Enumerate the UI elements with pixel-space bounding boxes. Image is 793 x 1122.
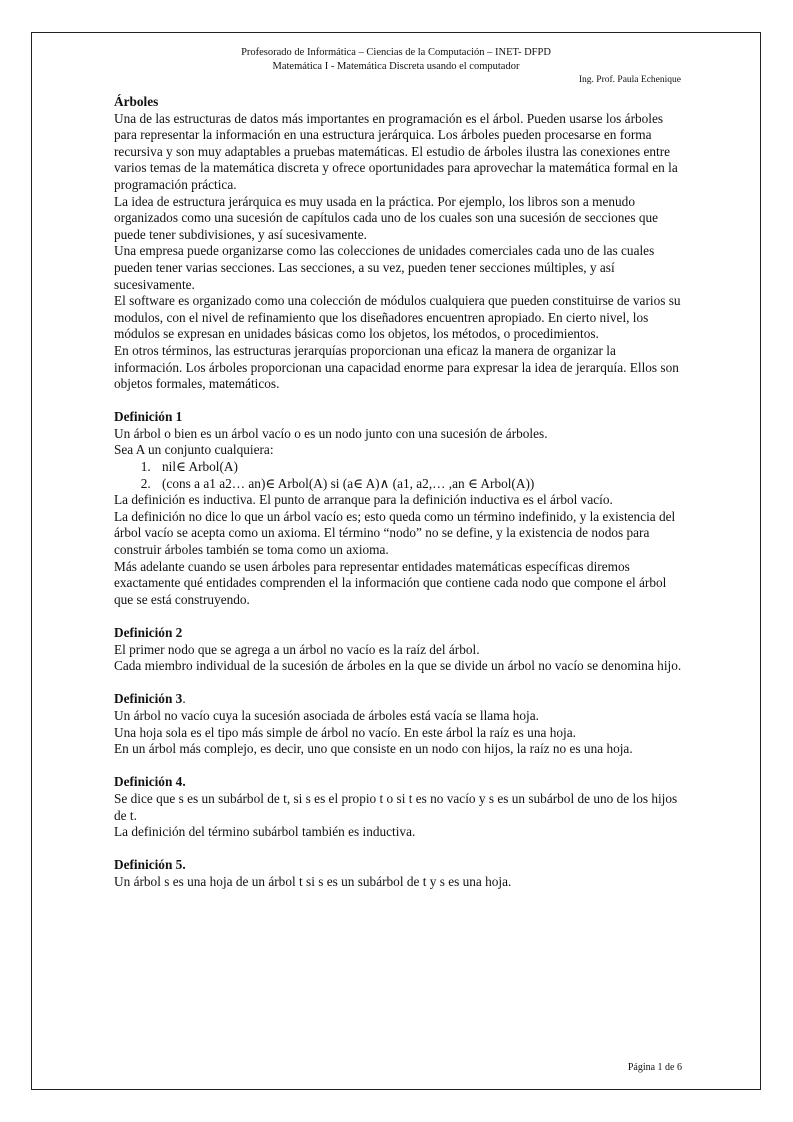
header-line-1: Profesorado de Informática – Ciencias de la Computación – INET- DFPD (241, 47, 551, 58)
definition-1-heading: Definición 1 (114, 409, 183, 425)
definition-5 (114, 857, 684, 890)
page-header (31, 46, 761, 74)
list-item: 2. (cons a a1 a2… an)∈ Arbol(A) si (a∈ A)∧ (a1, a2,… ,an ∈ Arbol(A)) (154, 476, 684, 493)
intro-paragraph: Una empresa puede organizarse como las colecciones de unidades comerciales cada uno de las cuales pueden tener varias secciones. Las secciones, a su vez, pueden tener secciones múltiples, y así sucesivamente. (114, 243, 655, 292)
definition-2-text: Cada miembro individual de la sucesión de árboles en la que se divide un árbol no vacío se denomina hijo. (114, 658, 682, 674)
header-line-2: Matemática I - Matemática Discreta usando el computador (272, 61, 520, 72)
definition-3-text: En un árbol más complejo, es decir, uno que consiste en un nodo con hijos, la raíz no es una hoja. (114, 741, 633, 757)
definition-5-text: Un árbol s es una hoja de un árbol t si s es un subárbol de t y s es una hoja. (114, 873, 512, 889)
definition-2-heading: Definición 2 (114, 625, 183, 640)
definition-3-heading-line (114, 691, 684, 708)
definition-3 (114, 691, 684, 757)
definition-1-text: Sea A un conjunto cualquiera: (114, 442, 274, 458)
definition-4-heading: Definición 4. (114, 774, 186, 790)
definition-4 (114, 774, 684, 840)
definition-3-heading: Definición 3 (114, 691, 183, 707)
definition-4-text: Se dice que s es un subárbol de t, si s es el propio t o si t es no vacío y s es un subárbol de uno de los hijos de t. (114, 790, 678, 823)
header-author: Ing. Prof. Paula Echenique (578, 75, 681, 85)
definition-1 (114, 409, 684, 608)
intro-paragraph: El software es organizado como una colección de módulos cualquiera que pueden constituirse de varios su modulos, con el nivel de refinamiento que los diseñadores encuentren apropiado. En cierto nivel, los módulos se expresan en unidades básicas como los objetos, los métodos, o procedimientos. (114, 293, 681, 342)
definition-3-heading-suffix: . (182, 691, 186, 707)
list-item: 1. nil∈ Arbol(A) (154, 459, 684, 476)
definition-1-list (114, 459, 684, 492)
intro-section (114, 111, 684, 393)
definition-3-text: Una hoja sola es el tipo más simple de árbol no vacío. En este árbol la raíz es una hoja. (114, 724, 576, 740)
document-title: Árboles (114, 94, 159, 109)
document-body (114, 94, 684, 907)
definition-2-text: El primer nodo que se agrega a un árbol no vacío es la raíz del árbol. (114, 641, 480, 657)
definition-2 (114, 625, 684, 675)
definition-4-text: La definición del término subárbol también es inductiva. (114, 824, 416, 840)
definition-1-text: La definición no dice lo que un árbol vacío es; esto queda como un término indefinido, y la existencia del árbol vacío se acepta como un axioma. El término “nodo” no se define, y la existencia de nodos para construir árboles también se toma como un axioma. (114, 508, 676, 558)
page-number: Página 1 de 6 (627, 1062, 682, 1073)
definition-1-text: La definición es inductiva. El punto de arranque para la definición inductiva es el árbol vacío. (114, 492, 613, 508)
definition-1-text: Un árbol o bien es un árbol vacío o es un nodo junto con una sucesión de árboles. (114, 425, 548, 441)
intro-paragraph: La idea de estructura jerárquica es muy usada en la práctica. Por ejemplo, los libros son a menudo organizados como una sucesión de capítulos cada uno de los cuales son una sucesión de secciones que puede tener subdivisiones, y así sucesivamente. (114, 193, 659, 242)
definition-5-heading: Definición 5. (114, 857, 186, 873)
intro-paragraph: Una de las estructuras de datos más importantes en programación es el árbol. Pueden usarse los árboles para representar la información en una estructura jerárquica. Los árboles pueden procesarse en forma recursiva y son muy adaptables a pruebas matemáticas. El estudio de árboles ilustra las conexiones entre varios temas de la matemática discreta y ofrece oportunidades para aprovechar la matemática formal en la programación práctica. (114, 110, 678, 192)
definition-1-text: Más adelante cuando se usen árboles para representar entidades matemáticas específicas diremos exactamente qué entidades comprenden el la información que contiene cada nodo que compone el árbol que se está construyendo. (114, 558, 667, 607)
definition-3-text: Un árbol no vacío cuya la sucesión asociada de árboles está vacía se llama hoja. (114, 707, 539, 723)
intro-paragraph: En otros términos, las estructuras jerarquías proporcionan una eficaz la manera de organizar la información. Los árboles proporcionan una capacidad enorme para expresar la idea de jerarquía. Ellos son objetos formales, matemáticos. (114, 342, 679, 392)
